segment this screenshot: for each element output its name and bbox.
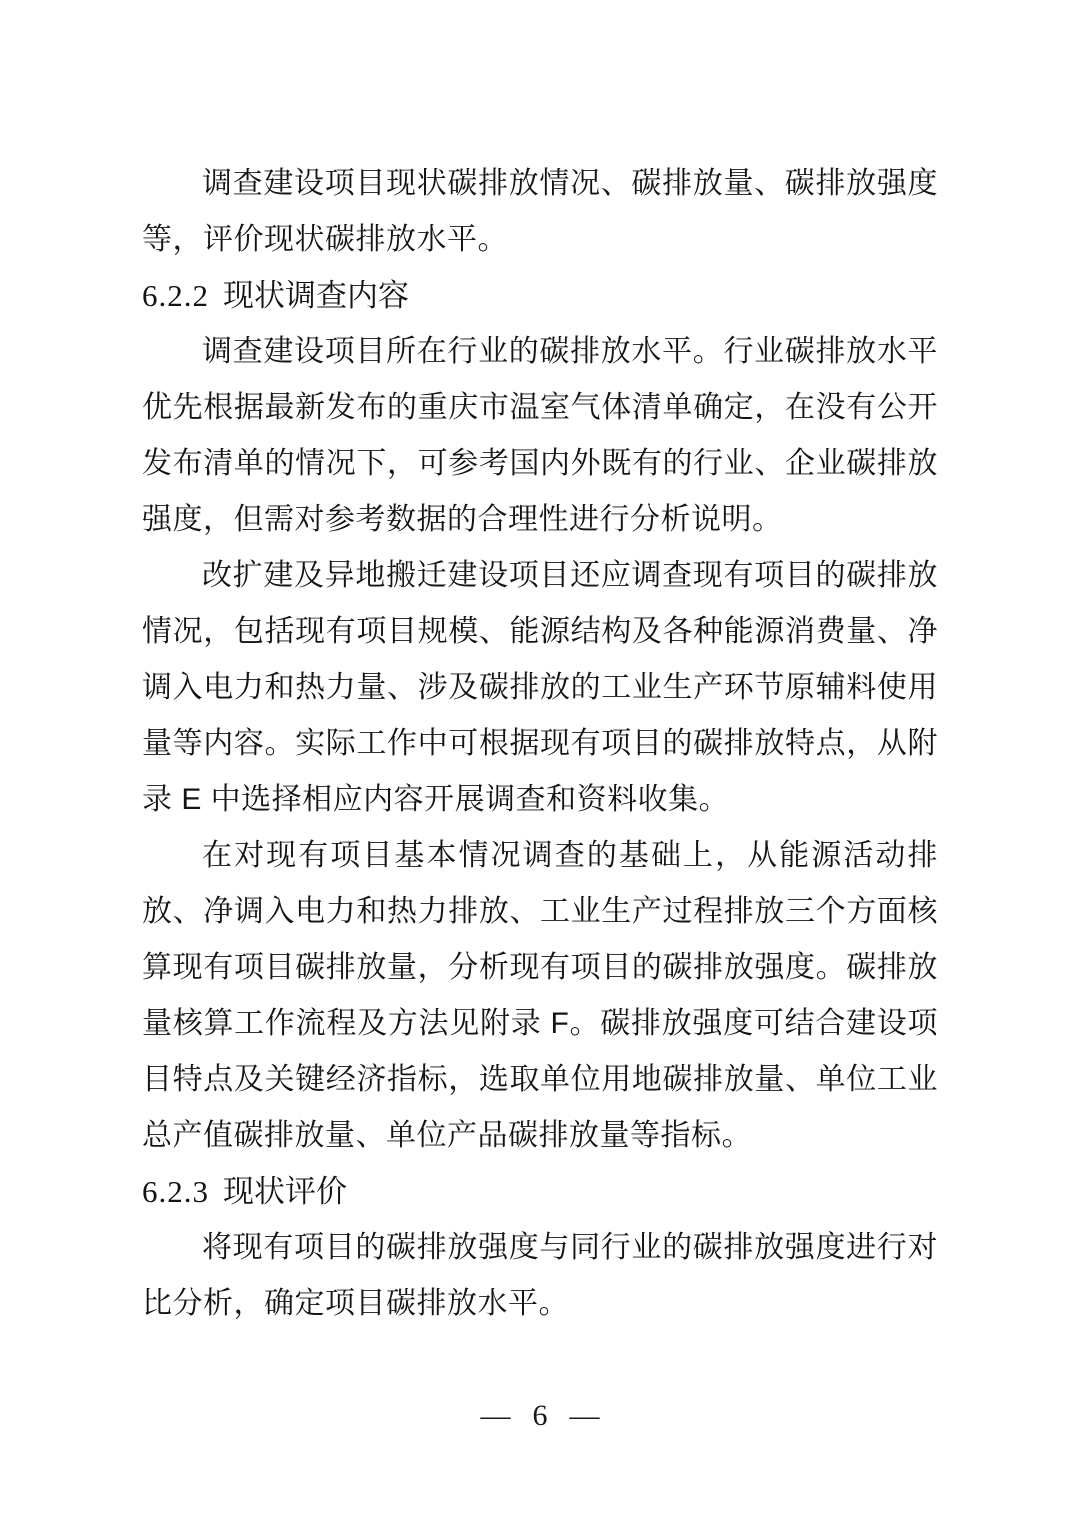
paragraph-emission-accounting: 在对现有项目基本情况调查的基础上，从能源活动排放、净调入电力和热力排放、工业生产过程排放三个方面核算现有项目碳排放量，分析现有项目的碳排放强度。碳排放量核算工作流程及方法见附录 F。碳排放强度可结合建设项目特点及关键经济指标，选取单位用地碳排放量、单位工业总产值碳排放量、单位产品碳排放量等指标。 [142,839,938,1152]
section-heading-6-2-3 [142,1164,938,1220]
section-heading-6-2-2 [142,268,938,324]
section-number: 6.2.3 [142,1174,209,1209]
footer-dash-left: — [480,1399,511,1432]
page-number: 6 [532,1399,548,1432]
page-footer [0,1396,1080,1436]
document-body [142,156,938,1332]
footer-dash-right: — [569,1399,600,1432]
section-title: 现状评价 [223,1174,347,1209]
section-number: 6.2.2 [142,278,209,313]
paragraph-current-status-summary: 调查建设项目现状碳排放情况、碳排放量、碳排放强度等，评价现状碳排放水平。 [142,167,938,256]
paragraph-status-evaluation: 将现有项目的碳排放强度与同行业的碳排放强度进行对比分析，确定项目碳排放水平。 [142,1231,938,1320]
section-title: 现状调查内容 [223,278,409,313]
paragraph-reconstruction-projects: 改扩建及异地搬迁建设项目还应调查现有项目的碳排放情况，包括现有项目规模、能源结构及各种能源消费量、净调入电力和热力量、涉及碳排放的工业生产环节原辅料使用量等内容。实际工作中可根据现有项目的碳排放特点，从附录 E 中选择相应内容开展调查和资料收集。 [142,559,938,816]
paragraph-industry-emission-level: 调查建设项目所在行业的碳排放水平。行业碳排放水平优先根据最新发布的重庆市温室气体清单确定，在没有公开发布清单的情况下，可参考国内外既有的行业、企业碳排放强度，但需对参考数据的合理性进行分析说明。 [142,335,938,536]
